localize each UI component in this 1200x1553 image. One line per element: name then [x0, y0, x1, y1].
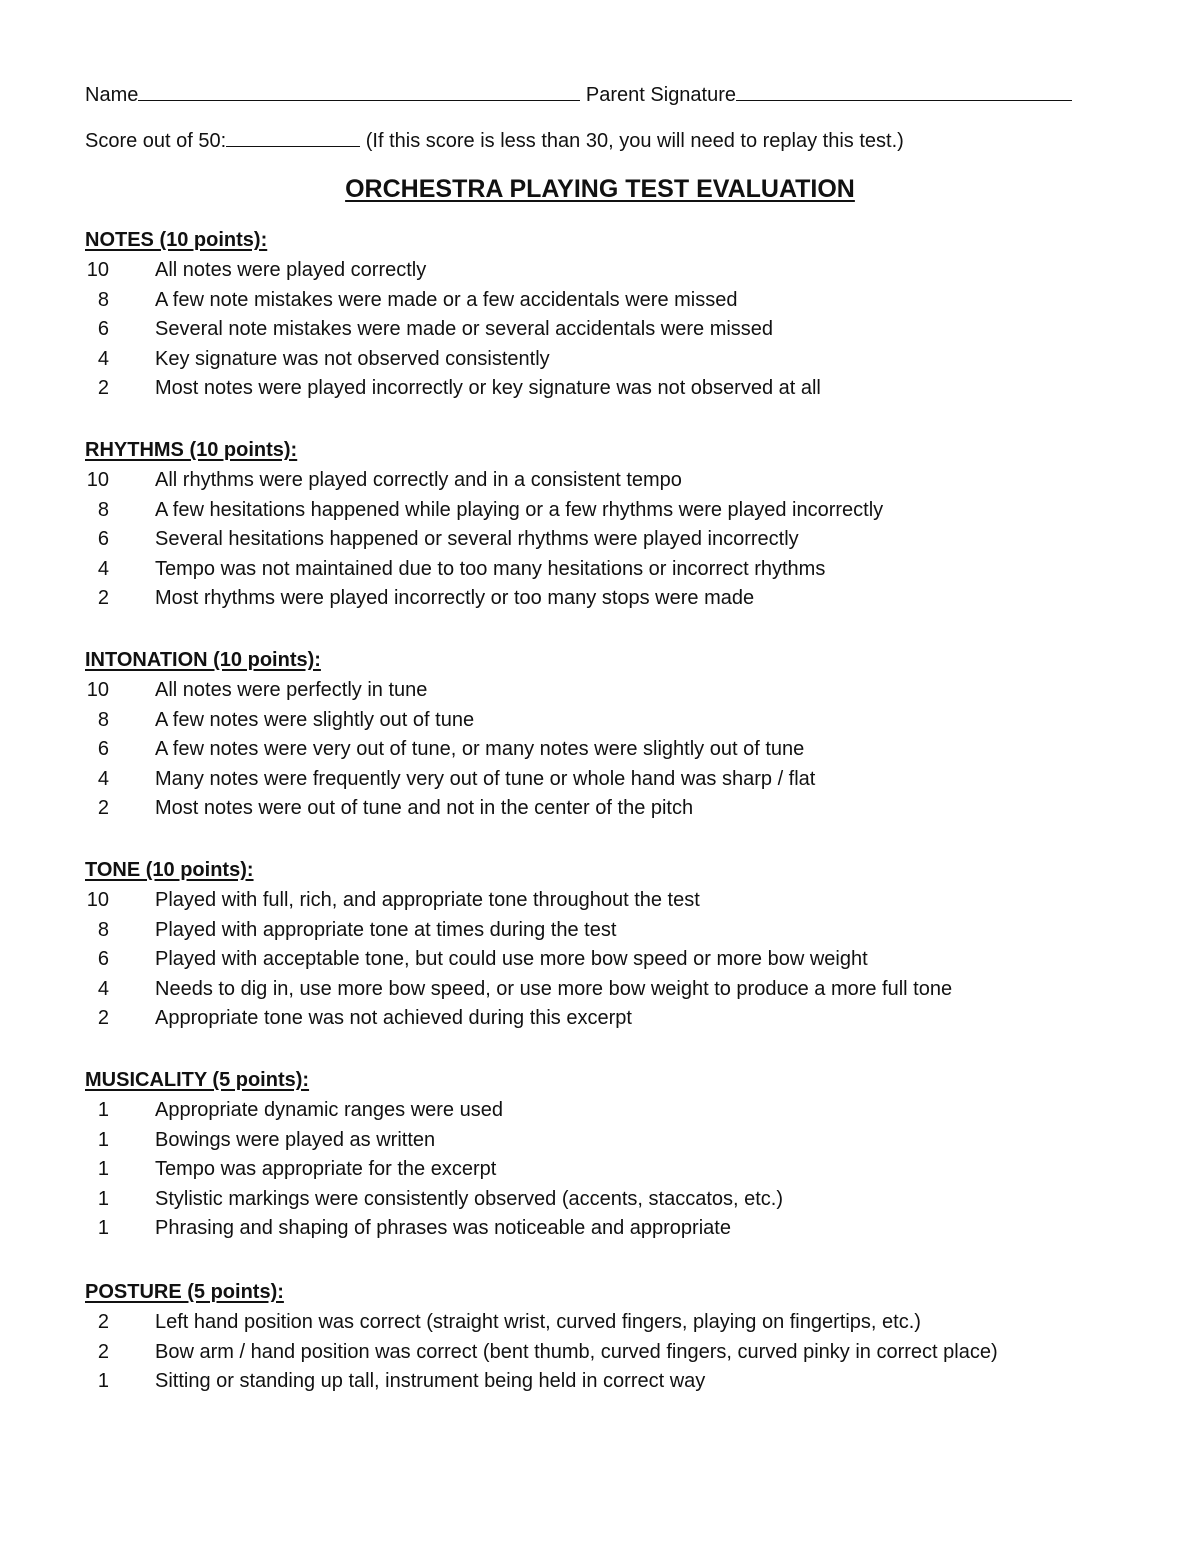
- criterion-row: [85, 735, 1165, 765]
- criterion-points: 2: [97, 797, 109, 820]
- section-heading: TONE (10 points):: [85, 859, 254, 881]
- criterion-row: [85, 466, 1165, 496]
- criterion-text: Most notes were played incorrectly or key signature was not observed at all: [155, 377, 821, 400]
- criterion-row: [85, 584, 1165, 614]
- criterion-row: [85, 886, 1165, 916]
- criterion-text: Many notes were frequently very out of tune or whole hand was sharp / flat: [155, 767, 816, 790]
- section-intonation: [85, 646, 1165, 824]
- criterion-text: A few hesitations happened while playing or a few rhythms were played incorrectly: [155, 498, 884, 521]
- score-blank: [226, 128, 360, 147]
- criterion-points: 2: [97, 1340, 109, 1363]
- score-row: [85, 128, 904, 153]
- criterion-text: Tempo was not maintained due to too many hesitations or incorrect rhythms: [155, 557, 826, 580]
- criterion-text: A few notes were very out of tune, or many notes were slightly out of tune: [155, 738, 805, 761]
- criterion-points: 4: [97, 347, 109, 370]
- criterion-points: 4: [97, 557, 109, 580]
- criterion-row: [85, 374, 1165, 404]
- criterion-text: Several note mistakes were made or several accidentals were missed: [155, 318, 774, 341]
- criterion-text: A few note mistakes were made or a few accidentals were missed: [155, 288, 738, 311]
- criterion-row: [85, 1126, 1165, 1156]
- criterion-text: Several hesitations happened or several rhythms were played incorrectly: [155, 528, 799, 551]
- criterion-row: [85, 1214, 1165, 1244]
- parent-signature-blank: [736, 82, 1072, 101]
- criterion-row: [85, 676, 1165, 706]
- criterion-text: Tempo was appropriate for the excerpt: [155, 1158, 497, 1181]
- criterion-text: Appropriate tone was not achieved during this excerpt: [155, 1007, 632, 1030]
- criterion-points: 6: [97, 738, 109, 761]
- criterion-points: 2: [97, 377, 109, 400]
- criterion-text: All notes were played correctly: [155, 259, 427, 281]
- criterion-text: Played with full, rich, and appropriate tone throughout the test: [155, 889, 700, 911]
- section-heading: RHYTHMS (10 points):: [85, 439, 298, 461]
- criterion-row: [85, 286, 1165, 316]
- criterion-row: [85, 555, 1165, 585]
- criterion-points: 8: [97, 498, 109, 521]
- criterion-row: [85, 315, 1165, 345]
- criterion-row: [85, 496, 1165, 526]
- criterion-row: [85, 1004, 1165, 1034]
- criterion-text: All notes were perfectly in tune: [155, 679, 428, 701]
- criterion-row: [85, 765, 1165, 795]
- criterion-text: Phrasing and shaping of phrases was noticeable and appropriate: [155, 1217, 731, 1240]
- parent-signature-label: Parent Signature: [585, 84, 737, 106]
- criterion-points: 4: [97, 977, 109, 1000]
- criterion-text: Played with appropriate tone at times during the test: [155, 918, 617, 941]
- criterion-row: [85, 975, 1165, 1005]
- criterion-text: Left hand position was correct (straight wrist, curved fingers, playing on fingertips, etc.): [155, 1311, 921, 1333]
- criterion-points: 2: [97, 1311, 109, 1333]
- criterion-points: 6: [97, 528, 109, 551]
- criterion-row: [85, 256, 1165, 286]
- criterion-text: Appropriate dynamic ranges were used: [155, 1099, 503, 1121]
- section-heading: POSTURE (5 points):: [85, 1281, 284, 1303]
- criterion-text: Sitting or standing up tall, instrument being held in correct way: [155, 1370, 706, 1393]
- criterion-row: [85, 916, 1165, 946]
- score-label: Score out of 50:: [85, 130, 227, 152]
- criterion-text: A few notes were slightly out of tune: [155, 708, 475, 731]
- criterion-points: 1: [97, 1158, 109, 1181]
- criterion-text: Most rhythms were played incorrectly or too many stops were made: [155, 587, 755, 610]
- criterion-text: Played with acceptable tone, but could use more bow speed or more bow weight: [155, 948, 868, 971]
- criterion-row: [85, 1155, 1165, 1185]
- page-title: ORCHESTRA PLAYING TEST EVALUATION: [345, 175, 855, 203]
- criterion-row: [85, 1096, 1165, 1126]
- criterion-row: [85, 525, 1165, 555]
- criterion-points: 8: [97, 288, 109, 311]
- criterion-points: 2: [97, 1007, 109, 1030]
- criterion-points: 6: [97, 318, 109, 341]
- criterion-points: 8: [97, 918, 109, 941]
- name-blank: [138, 82, 580, 101]
- criterion-points: 10: [86, 889, 109, 911]
- criterion-row: [85, 706, 1165, 736]
- section-posture: [85, 1278, 1165, 1397]
- section-tone: [85, 856, 1165, 1034]
- criterion-points: 6: [97, 948, 109, 971]
- criterion-text: Bowings were played as written: [155, 1128, 436, 1151]
- criterion-row: [85, 345, 1165, 375]
- criterion-points: 10: [86, 469, 109, 491]
- criterion-points: 4: [97, 767, 109, 790]
- criterion-text: All rhythms were played correctly and in a consistent tempo: [155, 469, 682, 491]
- criterion-text: Needs to dig in, use more bow speed, or use more bow weight to produce a more full tone: [155, 977, 953, 1000]
- name-signature-row: [85, 82, 1072, 107]
- criterion-row: [85, 1185, 1165, 1215]
- criterion-points: 8: [97, 708, 109, 731]
- score-note: (If this score is less than 30, you will need to replay this test.): [365, 130, 904, 152]
- criterion-row: [85, 945, 1165, 975]
- section-heading: NOTES (10 points):: [85, 229, 268, 251]
- criterion-points: 1: [97, 1099, 109, 1121]
- criterion-row: [85, 1367, 1165, 1397]
- criterion-points: 1: [97, 1128, 109, 1151]
- criterion-row: [85, 1338, 1165, 1368]
- criterion-text: Most notes were out of tune and not in the center of the pitch: [155, 797, 694, 820]
- criterion-points: 1: [97, 1370, 109, 1393]
- name-label: Name: [85, 84, 139, 106]
- section-rhythms: [85, 436, 1165, 614]
- section-heading: MUSICALITY (5 points):: [85, 1069, 310, 1091]
- criterion-row: [85, 794, 1165, 824]
- criterion-row: [85, 1308, 1165, 1338]
- criterion-text: Bow arm / hand position was correct (bent thumb, curved fingers, curved pinky in correct place): [155, 1340, 998, 1363]
- criterion-text: Key signature was not observed consistently: [155, 347, 550, 370]
- criterion-text: Stylistic markings were consistently observed (accents, staccatos, etc.): [155, 1187, 784, 1210]
- criterion-points: 2: [97, 587, 109, 610]
- section-notes: [85, 226, 1165, 404]
- criterion-points: 1: [97, 1187, 109, 1210]
- criterion-points: 10: [86, 679, 109, 701]
- criterion-points: 1: [97, 1217, 109, 1240]
- criterion-points: 10: [86, 259, 109, 281]
- section-heading: INTONATION (10 points):: [85, 649, 321, 671]
- section-musicality: [85, 1066, 1165, 1244]
